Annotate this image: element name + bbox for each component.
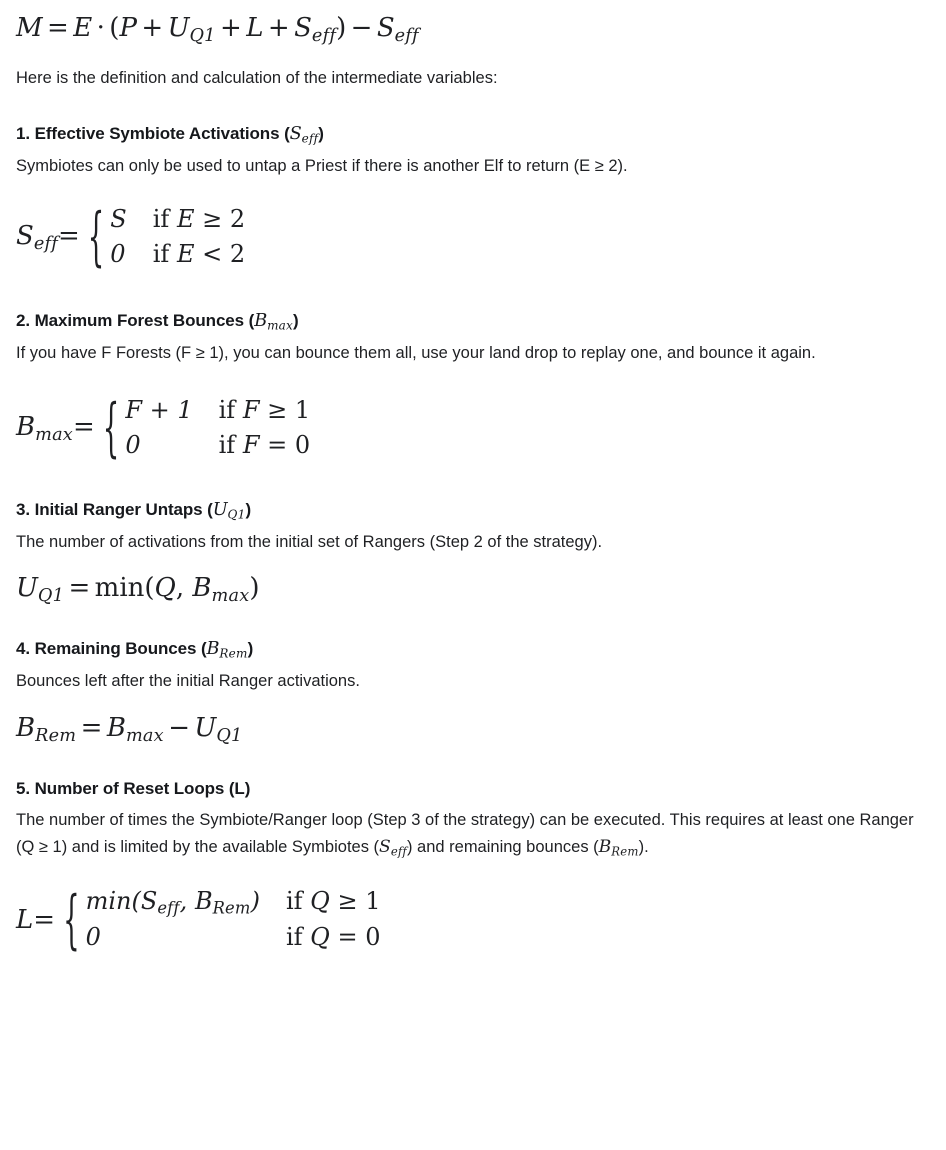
eq4-equals: = [80, 713, 103, 744]
main-eq-open-paren: ( [109, 13, 120, 43]
main-eq-M: M [16, 13, 43, 43]
eq4-term2: U [194, 713, 217, 744]
main-eq-S1-sub: eff [311, 25, 337, 46]
case-value-2-2: 0 [125, 431, 141, 460]
cases-lhs-2: $B_{max}=$ [16, 411, 95, 445]
section-body-5-part3: ). [638, 838, 649, 856]
intro-paragraph: Here is the definition and calculation of the intermediate variables: [16, 69, 498, 88]
case-value-1-1: S [110, 204, 127, 233]
equation-block-3 [16, 556, 930, 623]
main-equation [16, 12, 930, 47]
section-symbol-2: $(B_{max})$ [248, 310, 299, 333]
main-eq-plus-3: + [267, 13, 290, 43]
simple-equation-4 [16, 712, 930, 747]
eq4-term2-sub: Q1 [216, 726, 243, 747]
main-equation-block [16, 0, 930, 65]
section-title-4: Remaining Bounces [34, 638, 197, 658]
case-cond-5-1: if Q ≥ 1 [285, 886, 381, 915]
case-value-2-1: F + 1 [125, 395, 193, 424]
case-cond-2-2: if F = 0 [218, 431, 311, 460]
case-cond-1-1: if E ≥ 2 [152, 204, 246, 233]
main-eq-close-paren: ) [336, 13, 347, 43]
section-symbol-1: $(S_{eff})$ [284, 123, 324, 146]
cases-lhs-5: L= [16, 904, 56, 935]
equation-block-5 [16, 862, 930, 964]
case-cond-1-2: if E < 2 [152, 240, 246, 269]
main-eq-minus: − [350, 13, 373, 43]
brace-icon: { [87, 201, 105, 276]
cases-rows-1 [110, 202, 245, 273]
eq4-lhs-sub: Rem [35, 726, 77, 747]
case-value-1-2: 0 [110, 240, 126, 269]
section-heading-3 [16, 498, 930, 523]
brace-icon: { [63, 884, 80, 958]
eq4-term1: B [106, 713, 126, 744]
cases-rows-2 [125, 393, 310, 464]
section-number-5: 5. [16, 779, 30, 799]
section-heading-4 [16, 637, 930, 662]
section-number-4: 4. [16, 638, 30, 658]
case-value-5-2: 0 [85, 923, 101, 952]
main-eq-plus-2: + [220, 13, 242, 43]
section-symbol-3: $(U_{Q1})$ [207, 499, 251, 521]
section-body-2: If you have F Forests (F ≥ 1), you can bounce them all, use your land drop to replay one, and bounce it again. [16, 343, 816, 362]
eq3-lhs: U [16, 572, 38, 603]
main-eq-L: L [246, 13, 264, 43]
eq3-equals: = [68, 572, 91, 603]
cases-equation-2 [16, 392, 311, 467]
eq3-arg2: B [192, 572, 212, 603]
section-heading-1 [16, 122, 930, 147]
eq3-arg2-sub: max [211, 585, 250, 606]
eq4-term1-sub: max [125, 726, 164, 747]
main-eq-U: U [167, 13, 190, 43]
section-title-1: Effective Symbiote Activations [34, 123, 280, 143]
main-eq-P: P [119, 13, 137, 43]
main-eq-S2: S [376, 13, 395, 43]
section-body-4: Bounces left after the initial Ranger activations. [16, 671, 360, 690]
case-value-5-1: $\min(S_{eff}$, $B_{Rem}$) [85, 886, 260, 918]
section-heading-2 [16, 309, 930, 334]
main-eq-U-sub: Q1 [189, 25, 216, 46]
section-body-5-part1: The number of times the Symbiote/Ranger loop (Step 3 of the strategy) can be executed. This requires at least one Ranger (Q ≥ 1) and is limited by the available Symbiotes ( [16, 811, 914, 856]
section-body-1: Symbiotes can only be used to untap a Priest if there is another Elf to return (E ≥ 2). [16, 156, 628, 175]
section-title-5: Number of Reset Loops (L) [34, 779, 251, 799]
inline-equation-3: $U_{Q1} = \min(Q$, $B_{max}$) [16, 572, 260, 606]
case-cond-2-1: if F ≥ 1 [218, 395, 311, 424]
cases-equation-1 [16, 201, 246, 276]
main-eq-S2-sub: eff [394, 25, 419, 46]
main-eq-E: E [73, 13, 93, 43]
section-body-5-math1: $S_{eff}$ [379, 837, 407, 859]
eq4-minus: − [168, 713, 191, 744]
cases-rows-5 [86, 884, 381, 956]
equation-block-2 [16, 367, 930, 486]
eq4-lhs: B [16, 713, 36, 744]
equation-block-4 [16, 694, 930, 763]
eq3-func: min [94, 572, 145, 603]
section-symbol-4: $(B_{Rem})$ [200, 638, 254, 660]
equation-block-1 [16, 180, 930, 295]
section-body-5 [16, 807, 928, 862]
main-eq-plus-1: + [141, 13, 164, 43]
section-number-2: 2. [16, 310, 30, 330]
case-cond-5-2: if Q = 0 [285, 923, 381, 952]
section-body-5-math2: $B_{Rem}$ [598, 837, 639, 859]
brace-icon: { [102, 392, 120, 467]
section-number-3: 3. [16, 499, 30, 519]
cases-lhs-1: $S_{eff}=$ [16, 220, 80, 254]
section-title-2: Maximum Forest Bounces [34, 310, 245, 330]
eq3-lhs-sub: Q1 [37, 585, 65, 606]
main-eq-dot: · [96, 13, 105, 43]
section-title-3: Initial Ranger Untaps [34, 499, 203, 519]
section-body-5-part2: ) and remaining bounces ( [406, 838, 599, 856]
eq3-arg1: Q [154, 572, 176, 603]
cases-equation-5 [16, 884, 381, 956]
section-number-1: 1. [16, 123, 30, 143]
section-body-3: The number of activations from the initial set of Rangers (Step 2 of the strategy). [16, 532, 603, 551]
main-eq-equals: = [47, 13, 69, 43]
section-heading-5 [16, 777, 930, 801]
main-eq-S1: S [294, 13, 312, 43]
